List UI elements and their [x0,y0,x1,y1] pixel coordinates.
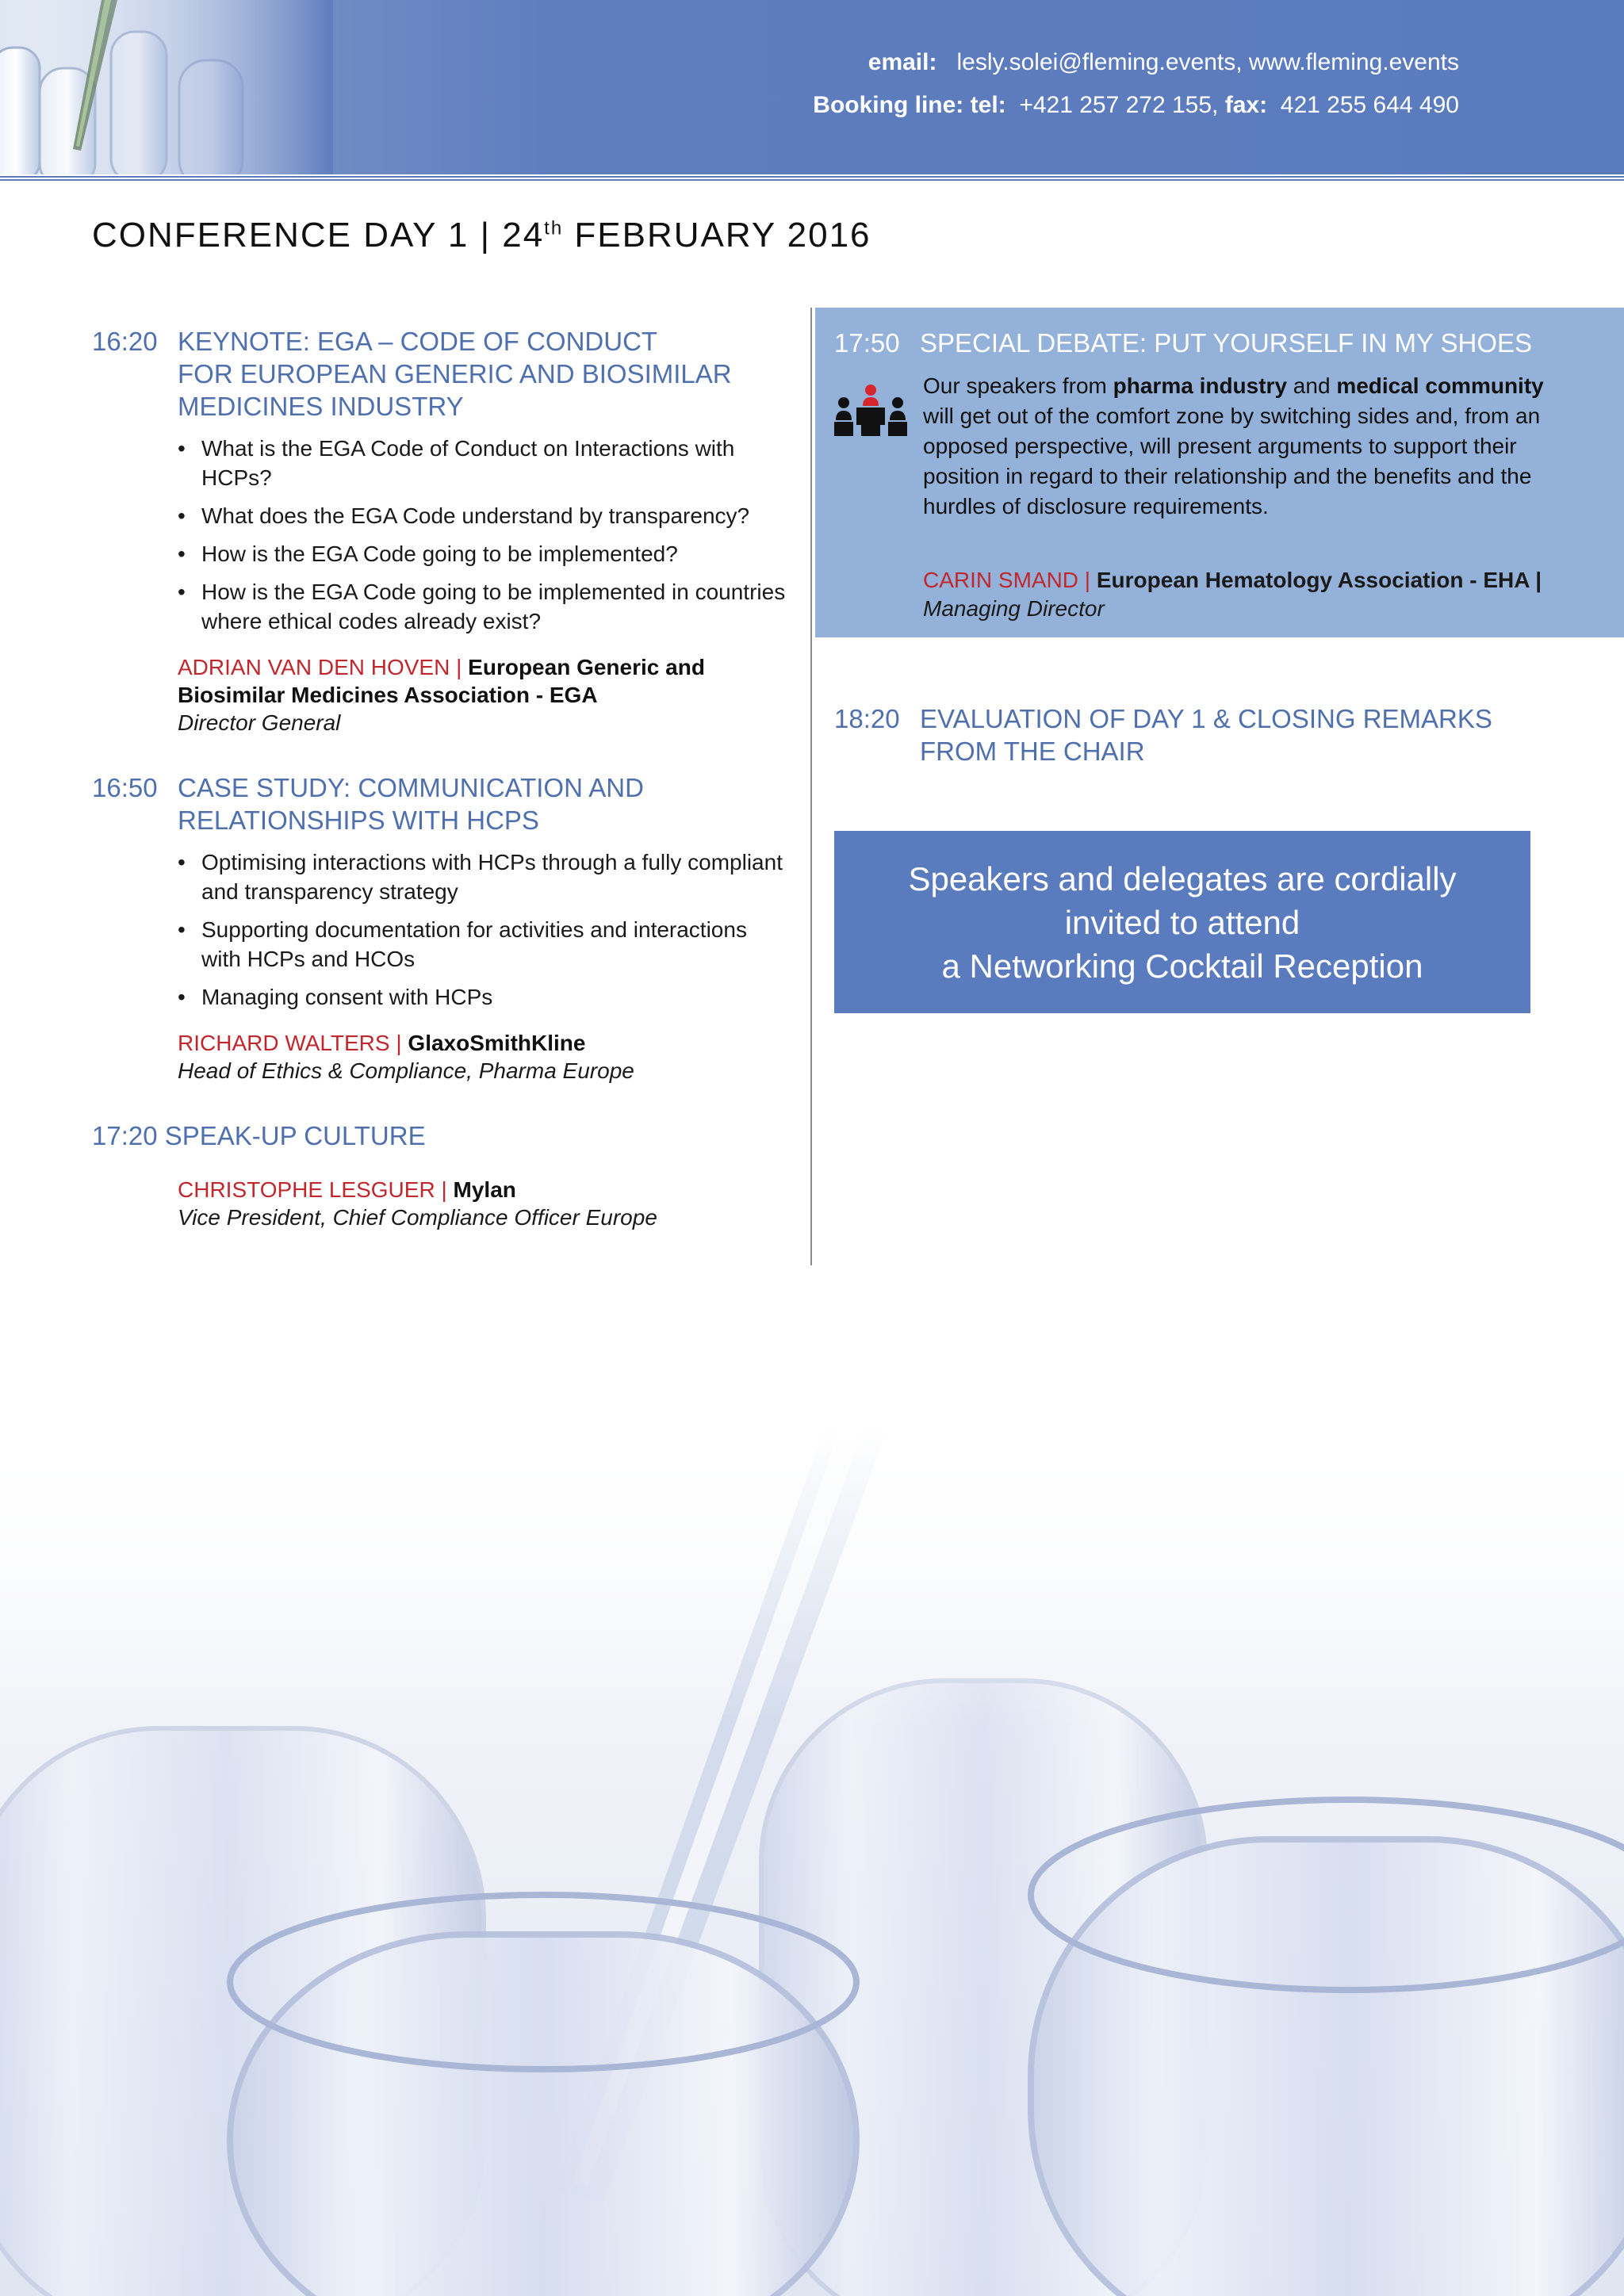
cocktail-line: invited to attend [1064,904,1300,941]
session-time: 18:20 [834,704,900,733]
debate-box [815,308,1624,637]
speaker [178,1029,790,1085]
session-case-study [92,771,790,1085]
speaker-role: Head of Ethics & Compliance, Pharma Europe [178,1058,634,1083]
session-speak-up [92,1119,790,1231]
speaker-role: Director General [178,710,341,735]
session-time: 16:50 [92,773,158,802]
session-title: SPECIAL DEBATE: PUT YOURSELF IN MY SHOES [920,328,1533,358]
desc-bold: medical community [1336,373,1544,398]
speaker-name: RICHARD WALTERS [178,1031,390,1055]
email-value[interactable]: lesly.solei@fleming.events, www.fleming.events [956,49,1459,75]
speaker-name: ADRIAN VAN DEN HOVEN [178,655,450,679]
desc-text: will get out of the comfort zone by switching sides and, from an opposed perspective, will present arguments to support their position in regard to their relationship and the benefits and the hurdles of disclosure requirements. [923,404,1541,519]
header-rule [0,176,1624,181]
list-item: • How is the EGA Code going to be implemented in countries where ethical codes already exist? [201,577,790,636]
session-title [178,771,790,836]
session-time: 16:20 [92,327,158,356]
speaker-separator: | [1078,568,1097,592]
desc-text: Our speakers from [923,373,1113,398]
debate-session [834,327,1595,359]
speaker-organization: European Generic and Biosimilar Medicines Association - EGA [178,655,705,707]
speaker-organization: Mylan [453,1177,516,1202]
list-item: • Supporting documentation for activities and interactions with HCPs and HCOs [201,915,790,974]
title-sup: th [544,217,564,239]
title-suffix: FEBRUARY 2016 [563,216,871,254]
title-line: KEYNOTE: EGA – CODE OF CONDUCT [178,327,658,356]
cocktail-line: a Networking Cocktail Reception [941,947,1423,985]
title-line: FROM THE CHAIR [920,737,1145,766]
cocktail-reception-box [834,831,1530,1013]
list-item: • How is the EGA Code going to be implemented? [201,539,790,568]
list-item: • Managing consent with HCPs [201,982,790,1012]
booking-label: Booking line: [813,92,964,118]
desc-text: and [1287,373,1337,398]
speaker-separator: | [450,655,469,679]
speaker-name: CHRISTOPHE LESGUER [178,1177,435,1202]
desc-bold: pharma industry [1113,373,1288,398]
list-item: • Optimising interactions with HCPs through a fully compliant and transparency strategy [201,848,790,906]
email-line [813,41,1459,84]
title-line: FOR EUROPEAN GENERIC AND BIOSIMILAR [178,359,732,388]
speaker-organization: GlaxoSmithKline [408,1031,586,1055]
title-line: EVALUATION OF DAY 1 & CLOSING REMARKS [920,704,1492,733]
title-prefix: CONFERENCE DAY 1 | 24 [92,216,545,254]
speaker-role: Vice President, Chief Compliance Officer Europe [178,1205,657,1230]
speaker-separator: | [1529,568,1542,592]
session-time: 17:50 [834,328,900,358]
session-evaluation [834,702,1580,767]
session-title [178,325,790,423]
session-keynote [92,325,790,737]
booking-line [813,84,1459,127]
lab-glassware-image [0,1427,1624,2296]
left-column [92,325,790,1266]
session-title: 17:20 SPEAK-UP CULTURE [92,1121,426,1150]
column-divider [810,308,812,1265]
speaker-organization: European Hematology Association - EHA [1096,568,1530,592]
speaker-separator: | [389,1031,408,1055]
speaker [178,653,790,737]
speaker-separator: | [435,1177,454,1202]
list-item: • What is the EGA Code of Conduct on Interactions with HCPs? [201,434,790,492]
header-band [0,0,1624,174]
list-item: • What does the EGA Code understand by transparency? [201,501,790,530]
title-line: CASE STUDY: COMMUNICATION AND [178,773,644,802]
cocktail-line: Speakers and delegates are cordially [908,860,1457,897]
bullet-list [178,434,790,636]
bullet-list [178,848,790,1012]
debate-description [923,371,1557,522]
fax-value: 421 255 644 490 [1280,92,1459,118]
fax-label: fax: [1224,92,1268,118]
contact-info [813,41,1459,127]
speaker [178,1176,790,1231]
speaker [923,566,1557,623]
title-line: RELATIONSHIPS WITH HCPS [178,806,539,835]
debate-table-icon [833,382,909,438]
speaker-role: Managing Director [923,596,1105,621]
page-title [92,216,871,255]
email-label: email: [868,49,937,75]
test-tubes-icon [0,0,333,174]
session-title [920,702,1580,767]
tel-value: +421 257 272 155, [1019,92,1219,118]
title-line: MEDICINES INDUSTRY [178,392,464,421]
tel-label: tel: [970,92,1006,118]
speaker-name: CARIN SMAND [923,568,1079,592]
